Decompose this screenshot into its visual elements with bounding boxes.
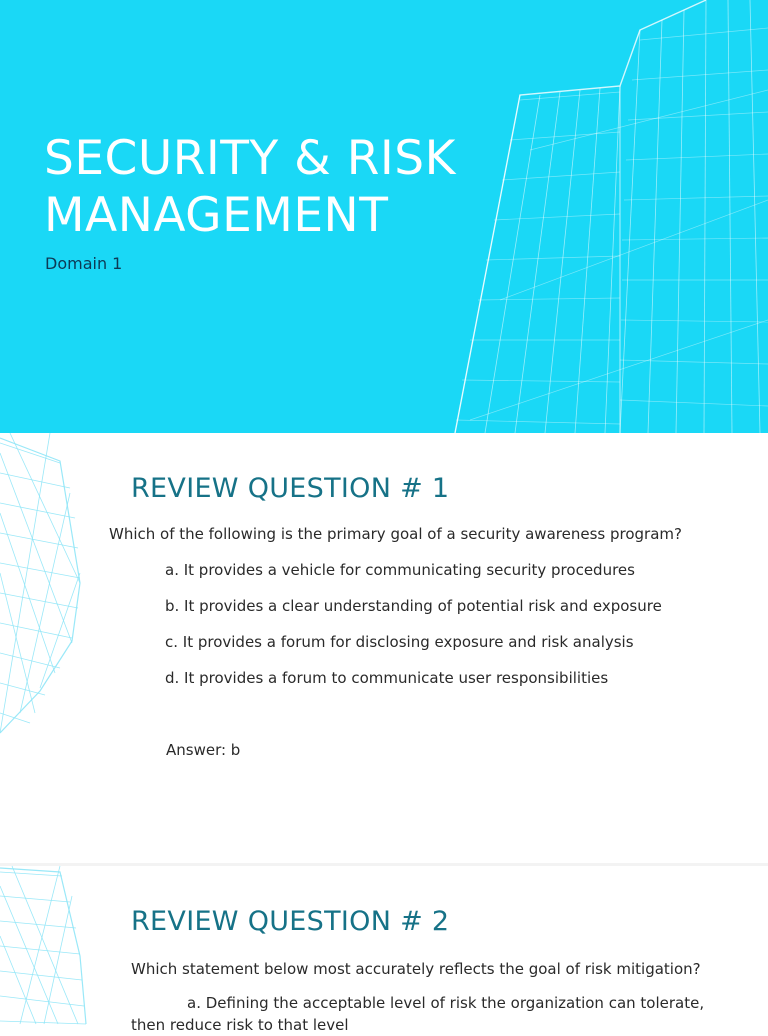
- option-d: d. It provides a forum to communicate user responsibilities: [165, 669, 609, 687]
- title-line-1: SECURITY & RISK: [44, 131, 456, 186]
- question-content: [131, 958, 731, 1036]
- title-slide: [0, 0, 768, 433]
- presentation-title: [44, 130, 456, 244]
- question-text: Which of the following is the primary goal of a security awareness program?: [109, 525, 682, 543]
- building-wireframe-accent: [0, 433, 90, 863]
- option-b: b. It provides a clear understanding of potential risk and exposure: [165, 597, 662, 615]
- review-question-2-slide: [0, 866, 768, 1034]
- presentation-subtitle: Domain 1: [45, 254, 123, 273]
- building-wireframe-accent: [0, 866, 90, 1024]
- question-heading: REVIEW QUESTION # 1: [131, 473, 450, 504]
- question-heading: REVIEW QUESTION # 2: [131, 906, 450, 937]
- title-line-2: MANAGEMENT: [44, 188, 389, 243]
- answer-text: Answer: b: [166, 741, 241, 759]
- question-text: Which statement below most accurately reflects the goal of risk mitigation?: [131, 960, 701, 978]
- review-question-1-slide: [0, 433, 768, 863]
- option-c: c. It provides a forum for disclosing exposure and risk analysis: [165, 633, 634, 651]
- option-a: a. It provides a vehicle for communicating security procedures: [165, 561, 635, 579]
- option-a: a. Defining the acceptable level of risk the organization can tolerate, then reduce risk to that level: [131, 994, 705, 1034]
- question-content: [109, 523, 699, 761]
